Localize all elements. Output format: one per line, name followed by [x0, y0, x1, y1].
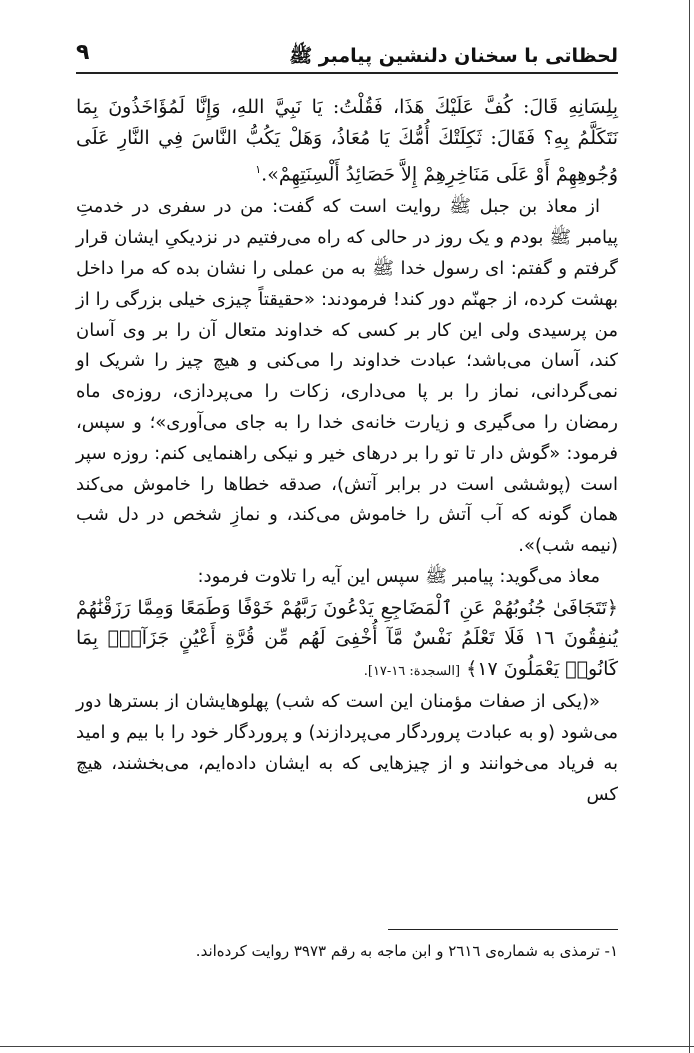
page-edge-bottom: [0, 1046, 694, 1047]
translation-paragraph-2: معاذ می‌گوید: پیامبر ﷺ سپس این آیه را تلاوت فرمود:: [197, 565, 600, 587]
page-edge-right: [689, 0, 690, 1053]
translation-paragraph-3: «(یکی از صفات مؤمنان این است که شب) پهلوهایشان از بسترها دور می‌شود (و به عبادت پروردگار می‌پردازند) و پروردگار خود را با بیم و امید به فریاد می‌خوانند و از چیزهایی که به ایشان داده‌ایم، می‌بخشند، هیچ کس: [76, 691, 618, 805]
footnote-marker: ١: [255, 163, 262, 176]
header-rule: [76, 72, 618, 74]
translation-paragraph-1: از معاذ بن جبل ﷺ روایت است که گفت: من در سفری در خدمتِ پیامبر ﷺ بودم و یک روز در حالی که راه می‌رفتیم در نزدیکیِ ایشان قرار گرفتم و گفتم: ای رسول خدا ﷺ به من عملی را نشان بده که مرا داخل بهشت کرده، از جهنّم دور کند! فرمودند: «حقیقتاً چیزی خیلی بزرگی را از من پرسیدی ولی این کار بر کسی که خداوند متعال آن را بر وی آسان کند، آسان می‌باشد؛ عبادت خداوند را می‌کنی و هیچ چیز را شریک او نمی‌گردانی، نماز را بر پا می‌داری، زکات را می‌پردازی، روزه‌ی ماه رمضان را می‌گیری و زیارت خانه‌ی خدا را به جای می‌آوری»؛ و سپس، فرمود: «گوش دار تا تو را بر درهای خیر و نیکی راهنمایی کنم: روزه سپر است (پوششی است در برابر آتش)، صدقه خطاها را خاموش می‌کند همان گونه که آب آتش را خاموش می‌کند، و نمازِ شخص در دل شب (نیمه شب)».: [76, 196, 618, 557]
arabic-hadith-line: بِلِسَانِهِ قَالَ: كُفَّ عَلَيْكَ هَذَا، فَقُلْتُ: يَا نَبِيَّ اللهِ، وَإِنَّا لَمُؤَاخَذُونَ بِمَا نَتَكَلَّمُ بِهِ؟ فَقَالَ: ثَكِلَتْكَ أُمُّكَ يَا مُعَاذُ، وَهَلْ يَكُبُّ النَّاسَ فِي النَّارِ عَلَى وُجُوهِهِمْ أَوْ عَلَى مَنَاخِرِهِمْ إِلاَّ حَصَائِدُ أَلْسِنَتِهِمْ».: [76, 96, 618, 186]
arabic-hadith-text: [76, 92, 618, 190]
quran-verse-text: ﴿تَتَجَافَىٰ جُنُوبُهُمْ عَنِ ٱلْمَضَاجِعِ يَدْعُونَ رَبَّهُمْ خَوْفًا وَطَمَعًا وَمِمَّا رَزَقْنَٰهُمْ يُنفِقُونَ ١٦ فَلَا تَعْلَمُ نَفْسٌ مَّآ أُخْفِىَ لَهُم مِّن قُرَّةِ أَعْيُنٍ جَزَآءًۢ بِمَا كَانُوا۟ يَعْمَلُونَ ١٧﴾: [76, 596, 618, 680]
page-body: [76, 92, 618, 810]
page-number: ٩: [76, 40, 90, 65]
running-title: لحظاتی با سخنان دلنشین پیامبر ﷺ: [289, 45, 618, 67]
quran-verse: [76, 593, 618, 688]
footnote-separator: [388, 929, 618, 930]
quran-reference: [السجدة: ١٦-١٧].: [363, 663, 461, 679]
running-header: [76, 18, 618, 74]
footnote: ١- ترمذی به شماره‌ی ٢٦١٦ و ابن ماجه به رقم ٣٩٧٣ روایت کرده‌اند.: [195, 942, 618, 960]
